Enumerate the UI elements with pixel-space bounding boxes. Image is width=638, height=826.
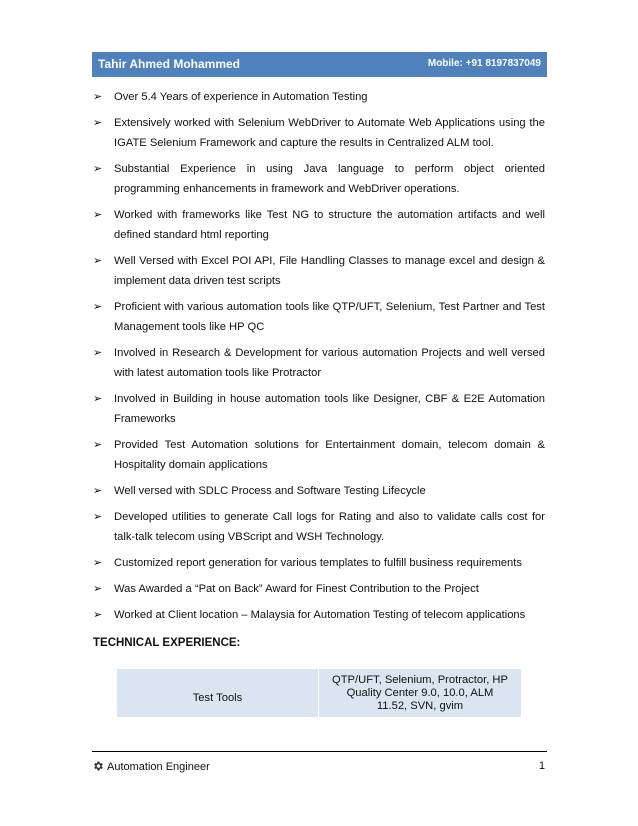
arrow-bullet-icon: ➢: [93, 301, 103, 313]
table-value-line: 11.52, SVN, gvim: [376, 699, 464, 712]
arrow-bullet-icon: ➢: [93, 393, 103, 405]
list-item: ➢ Developed utilities to generate Call logs for Rating and also to validate calls cost for talk-talk telecom using VBScript and WSH Technology.: [93, 507, 545, 547]
arrow-bullet-icon: ➢: [93, 91, 103, 103]
list-item: ➢ Involved in Building in house automation tools like Designer, CBF & E2E Automation Frameworks: [93, 389, 545, 429]
table-cell-value: [319, 669, 521, 717]
list-item: ➢ Customized report generation for various templates to fulfill business requirements: [93, 553, 545, 573]
table-row: [117, 669, 521, 717]
list-item: ➢ Worked at Client location – Malaysia for Automation Testing of telecom applications: [93, 605, 545, 625]
candidate-name: Tahir Ahmed Mohammed: [98, 57, 241, 71]
list-item: ➢ Over 5.4 Years of experience in Automation Testing: [93, 87, 545, 107]
table-cell-label: Test Tools: [117, 669, 318, 717]
arrow-bullet-icon: ➢: [93, 209, 103, 221]
gear-icon: [92, 760, 104, 772]
arrow-bullet-icon: ➢: [93, 557, 103, 569]
list-item: ➢ Worked with frameworks like Test NG to structure the automation artifacts and well defined standard html reporting: [93, 205, 545, 245]
arrow-bullet-icon: ➢: [93, 583, 103, 595]
arrow-bullet-icon: ➢: [93, 609, 103, 621]
technical-experience-table: [117, 669, 521, 717]
footer-title-text: Automation Engineer: [107, 761, 210, 773]
list-item: ➢ Well Versed with Excel POI API, File Handling Classes to manage excel and design & implement data driven test scripts: [93, 251, 545, 291]
list-item: ➢ Provided Test Automation solutions for Entertainment domain, telecom domain & Hospitality domain applications: [93, 435, 545, 475]
arrow-bullet-icon: ➢: [93, 439, 103, 451]
mobile-number: Mobile: +91 8197837049: [427, 58, 541, 69]
arrow-bullet-icon: ➢: [93, 255, 103, 267]
arrow-bullet-icon: ➢: [93, 485, 103, 497]
experience-list: [93, 87, 545, 631]
page-number: 1: [538, 760, 545, 772]
footer-divider: [92, 751, 547, 752]
arrow-bullet-icon: ➢: [93, 347, 103, 359]
list-item: ➢ Was Awarded a “Pat on Back” Award for Finest Contribution to the Project: [93, 579, 545, 599]
list-item: ➢ Involved in Research & Development for various automation Projects and well versed with latest automation tools like Protractor: [93, 343, 545, 383]
arrow-bullet-icon: ➢: [93, 163, 103, 175]
technical-experience-heading: TECHNICAL EXPERIENCE:: [93, 637, 241, 649]
table-value-line: QTP/UFT, Selenium, Protractor, HP: [332, 673, 508, 686]
arrow-bullet-icon: ➢: [93, 511, 103, 523]
list-item: ➢ Proficient with various automation tools like QTP/UFT, Selenium, Test Partner and Test Management tools like HP QC: [93, 297, 545, 337]
list-item: ➢ Well versed with SDLC Process and Software Testing Lifecycle: [93, 481, 545, 501]
footer-title: [92, 760, 210, 773]
list-item: ➢ Substantial Experience in using Java language to perform object oriented programming enhancements in framework and WebDriver operations.: [93, 159, 545, 199]
header-bar: [92, 52, 547, 77]
table-value-line: Quality Center 9.0, 10.0, ALM: [346, 686, 494, 699]
list-item: ➢ Extensively worked with Selenium WebDriver to Automate Web Applications using the IGATE Selenium Framework and capture the results in Centralized ALM tool.: [93, 113, 545, 153]
arrow-bullet-icon: ➢: [93, 117, 103, 129]
